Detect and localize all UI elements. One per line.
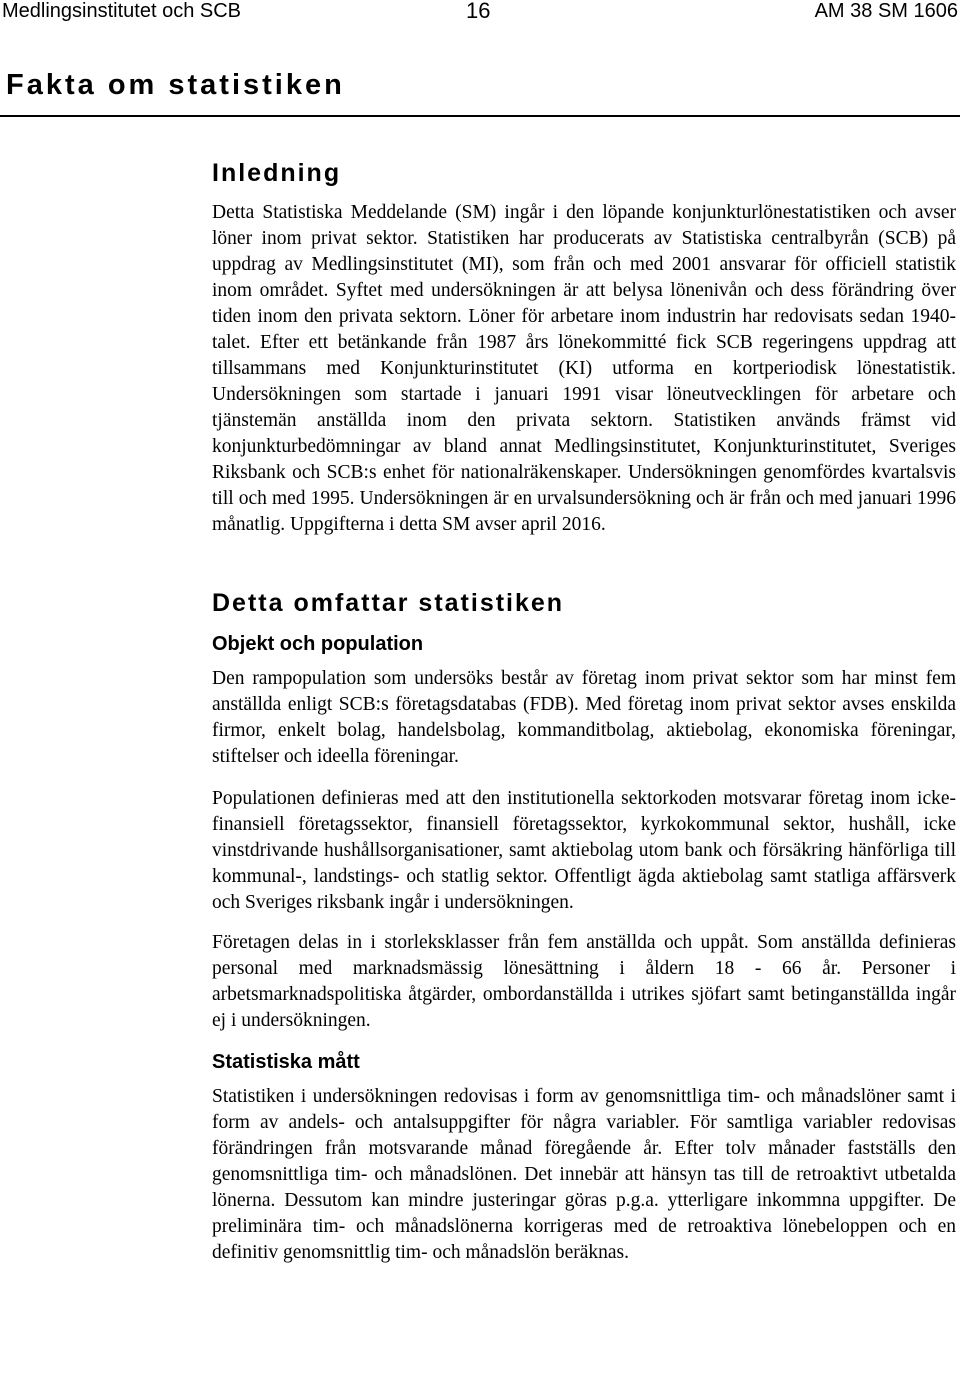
section-heading-inledning: Inledning bbox=[212, 159, 342, 187]
paragraph-matt-1: Statistiken i undersökningen redovisas i form av genomsnittliga tim- och månadslöner samt i form av andels- och antalsuppgifter för några variabler. För samtliga variabler redovisas förändringen från motsvarande månad föregående år. Efter tolv månader fastställs den genomsnittliga tim- och månadslönen. Det innebär att hänsyn tas till de retroaktivt utbetalda lönerna. Dessutom kan mindre justeringar göras p.g.a. ytterligare inkommna uppgifter. De preliminära tim- och månadslönerna korrigeras med de retroaktiva lönebeloppen och en definitiv genomsnittlig tim- och månadslön beräknas. bbox=[212, 1086, 956, 1263]
paragraph-objekt-2: Populationen definieras med att den institutionella sektorkoden motsvarar företag inom icke-finansiell företagssektor, finansiell företagssektor, kyrkokommunal sektor, hushåll, icke vinstdrivande hushållsorganisationer, samt aktiebolag utom bank och försäkring hänförliga till kommunal-, landstings- och statlig sektor. Offentligt ägda aktiebolag samt statliga affärsverk och Sveriges riksbank ingår i undersökningen. bbox=[212, 788, 956, 913]
section-heading-omfattar: Detta omfattar statistiken bbox=[212, 589, 565, 617]
subheading-statistiska-matt: Statistiska mått bbox=[212, 1051, 360, 1073]
page-header bbox=[0, 0, 960, 26]
header-report-id: AM 38 SM 1606 bbox=[814, 0, 958, 22]
paragraph-objekt-3: Företagen delas in i storleksklasser från fem anställda och uppåt. Som anställda definieras personal med marknadsmässig lönesättning i åldern 18 - 66 år. Personer i arbetsmarknadspolitiska åtgärder, ombordanställda i utrikes sjöfart samt betinganställda ingår ej i undersökningen. bbox=[212, 932, 956, 1031]
subheading-objekt-och-population: Objekt och population bbox=[212, 633, 424, 655]
title-divider bbox=[0, 115, 960, 117]
page-title: Fakta om statistiken bbox=[6, 69, 345, 101]
document-body bbox=[212, 156, 956, 1266]
page-number: 16 bbox=[466, 0, 491, 23]
header-publisher: Medlingsinstitutet och SCB bbox=[2, 0, 242, 22]
paragraph-objekt-1: Den rampopulation som undersöks består av företag inom privat sektor som har minst fem anställda enligt SCB:s företagsdatabas (FDB). Med företag inom privat sektor avses enskilda firmor, enkelt bolag, handelsbolag, kommanditbolag, aktiebolag, ekonomiska föreningar, stiftelser och ideella föreningar. bbox=[212, 668, 956, 767]
paragraph-inledning: Detta Statistiska Meddelande (SM) ingår i den löpande konjunkturlönestatistiken och avser löner inom privat sektor. Statistiken har producerats av Statistiska centralbyrån (SCB) på uppdrag av Medlingsinstitutet (MI), som från och med 2001 ansvarar för officiell statistik inom området. Syftet med undersökningen är att belysa lönenivån och dess förändring över tiden inom den privata sektorn. Löner för arbetare inom industrin har redovisats sedan 1940-talet. Efter ett betänkande från 1987 års lönekommitté fick SCB regeringens uppdrag att tillsammans med Konjunkturinstitutet (KI) utforma en kortperiodisk lönestatistik. Undersökningen som startade i januari 1991 visar löneutvecklingen för arbetare och tjänstemän anställda inom den privata sektorn. Statistiken används främst vid konjunkturbedömningar av bland annat Medlingsinstitutet, Konjunkturinstitutet, Sveriges Riksbank och SCB:s enhet för nationalräkenskaper. Undersökningen genomfördes kvartalsvis till och med 1995. Undersökningen är en urvalsundersökning och är från och med januari 1996 månatlig. Uppgifterna i detta SM avser april 2016. bbox=[212, 202, 956, 535]
